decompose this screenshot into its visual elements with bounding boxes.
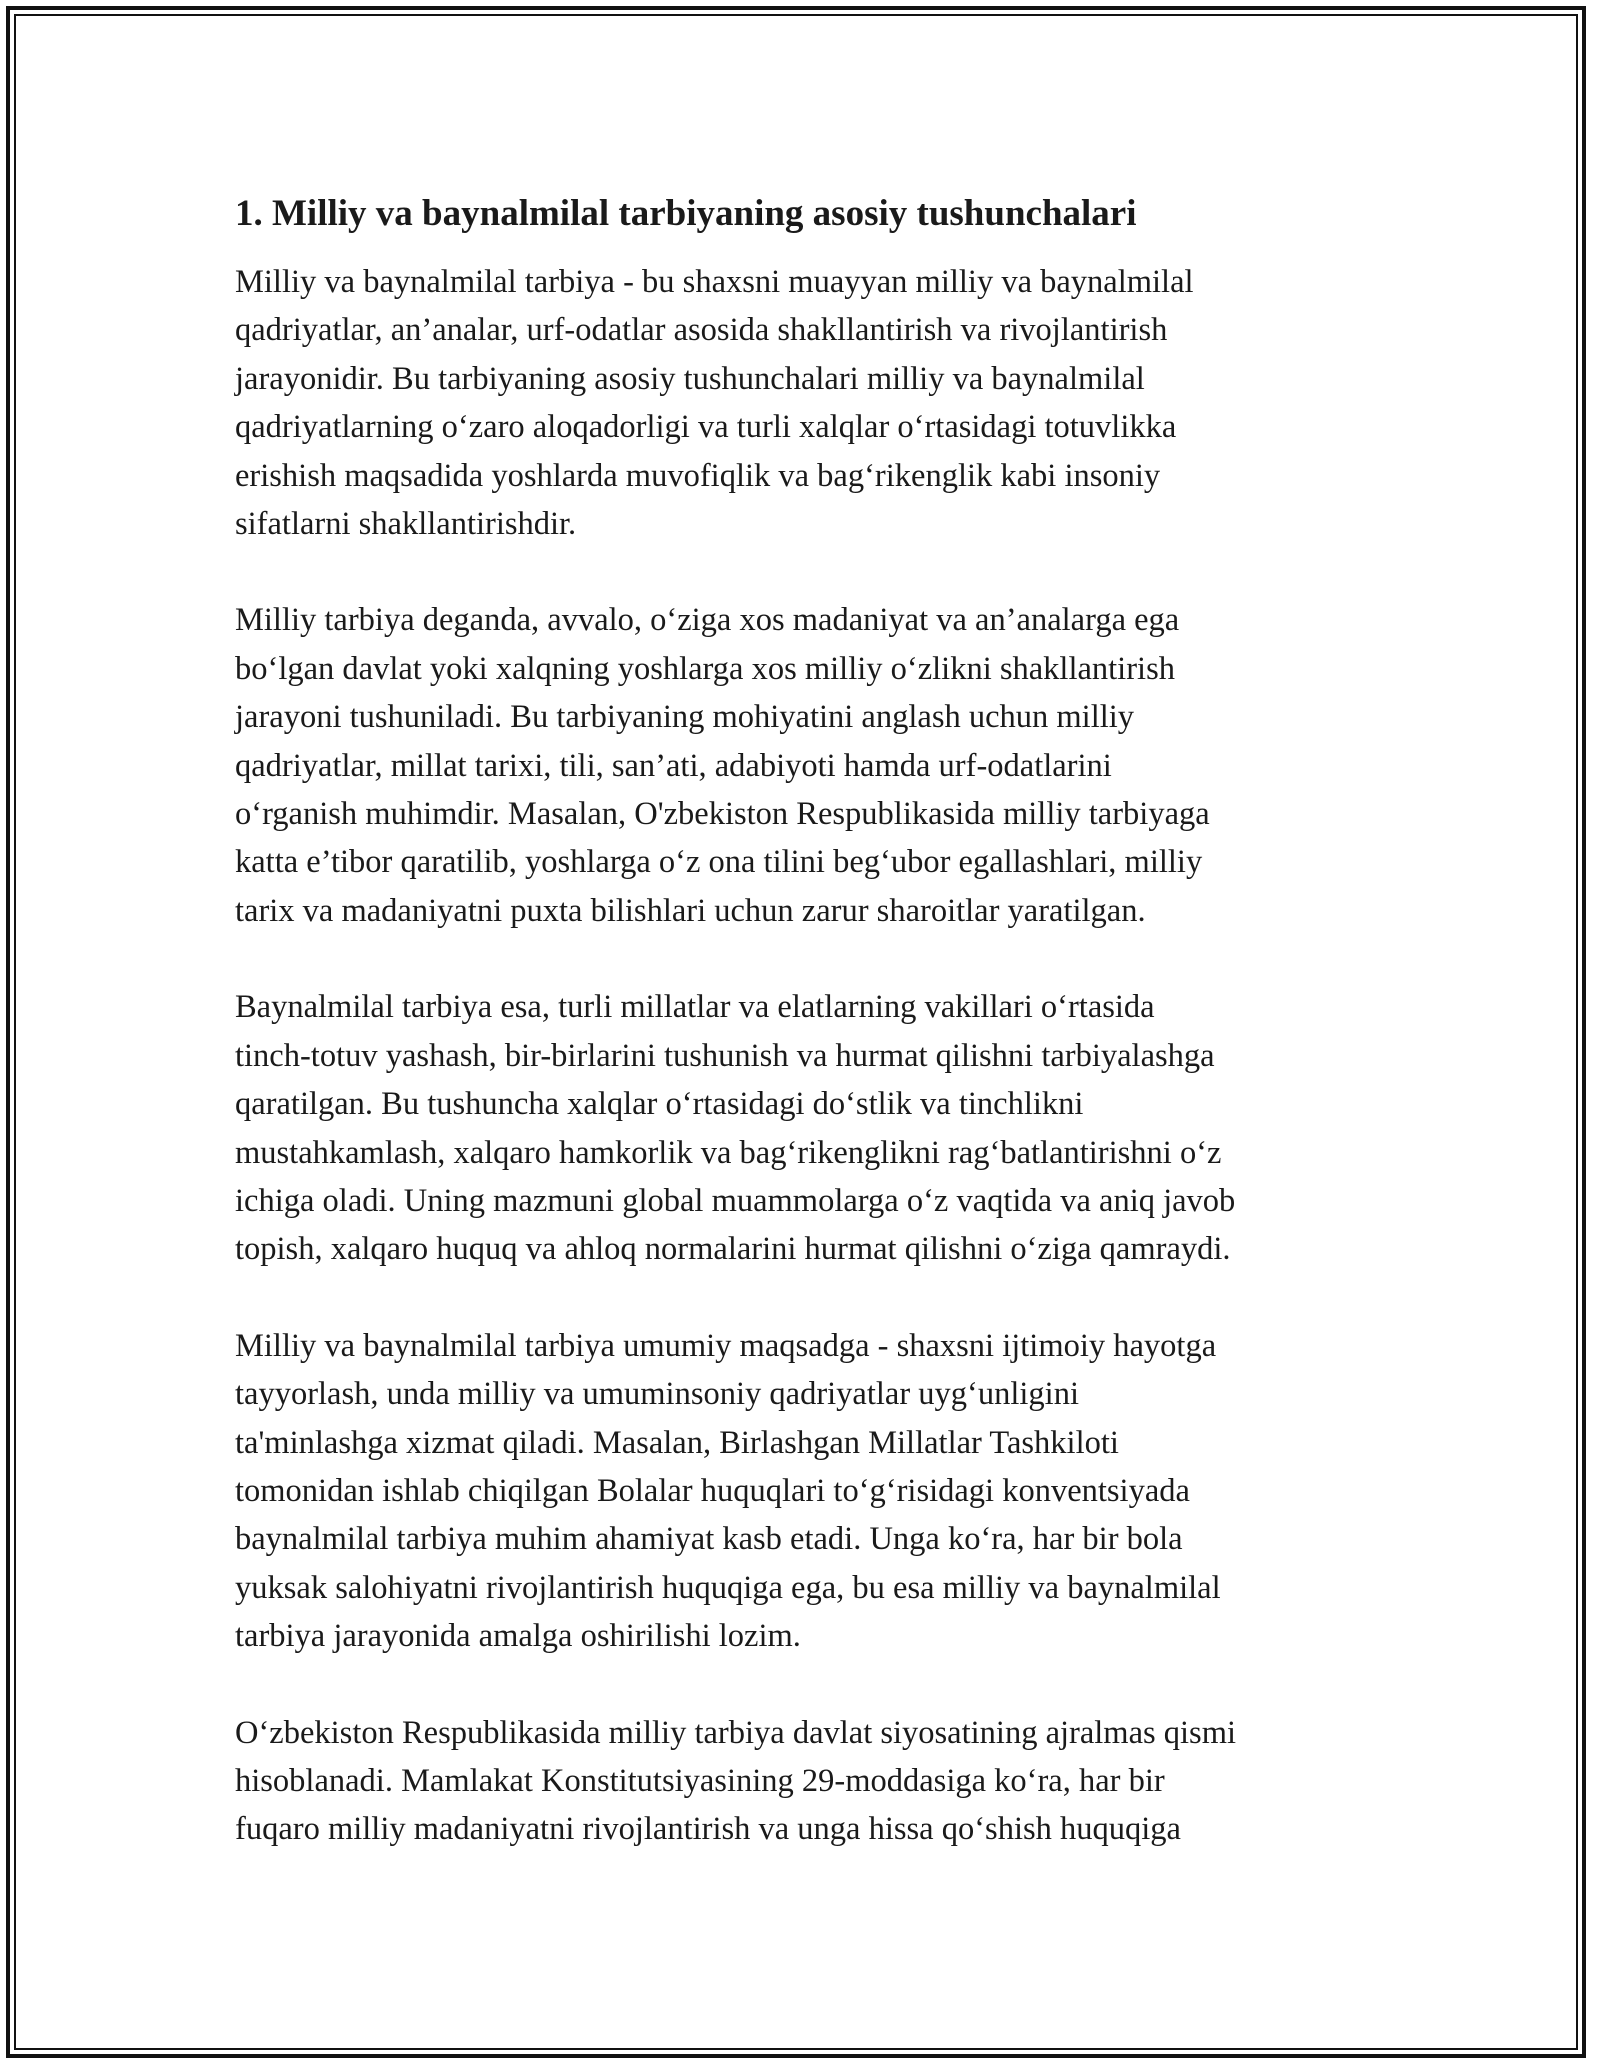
paragraph-line: yuksak salohiyatni rivojlantirish huquqiga ega, bu esa milliy va baynalmilal [235, 1569, 1221, 1606]
paragraph-line: mustahkamlash, xalqaro hamkorlik va bag‘rikenglikni rag‘batlantirishni o‘z [235, 1134, 1222, 1171]
paragraph-line: fuqaro milliy madaniyatni rivojlantirish va unga hissa qo‘shish huquqiga [235, 1811, 1181, 1848]
paragraph-line: jarayoni tushuniladi. Bu tarbiyaning mohiyatini anglash uchun milliy [235, 699, 1135, 736]
paragraph-line: erishish maqsadida yoshlarda muvofiqlik va bag‘rikenglik kabi insoniy [235, 457, 1161, 494]
paragraph-line: o‘rganish muhimdir. Masalan, O'zbekiston Respublikasida milliy tarbiyaga [235, 796, 1210, 833]
document-body [235, 188, 1395, 1854]
paragraph-line: tarbiya jarayonida amalga oshirilishi lozim. [235, 1618, 801, 1655]
paragraph [235, 983, 1395, 1273]
section-heading: 1. Milliy va baynalmilal tarbiyaning asosiy tushunchalari [235, 193, 1137, 234]
paragraph-line: Milliy va baynalmilal tarbiya umumiy maqsadga - shaxsni ijtimoiy hayotga [235, 1327, 1217, 1364]
paragraph-line: qaratilgan. Bu tushuncha xalqlar o‘rtasidagi do‘stlik va tinchlikni [235, 1086, 1084, 1123]
paragraph [235, 596, 1395, 935]
paragraph-line: topish, xalqaro huquq va ahloq normalarini hurmat qilishni o‘ziga qamraydi. [235, 1231, 1231, 1268]
paragraph-line: ta'minlashga xizmat qiladi. Masalan, Birlashgan Millatlar Tashkiloti [235, 1424, 1119, 1461]
paragraph-line: baynalmilal tarbiya muhim ahamiyat kasb etadi. Unga ko‘ra, har bir bola [235, 1521, 1183, 1558]
paragraph-line: qadriyatlar, millat tarixi, tili, san’ati, adabiyoti hamda urf-odatlarini [235, 747, 1112, 784]
paragraph-line: Milliy tarbiya deganda, avvalo, o‘ziga xos madaniyat va an’analarga ega [235, 602, 1180, 639]
paragraph [235, 1709, 1395, 1854]
paragraph-line: ichiga oladi. Uning mazmuni global muammolarga o‘z vaqtida va aniq javob [235, 1182, 1236, 1219]
paragraph-line: tarix va madaniyatni puxta bilishlari uchun zarur sharoitlar yaratilgan. [235, 892, 1146, 929]
paragraph-line: qadriyatlarning o‘zaro aloqadorligi va turli xalqlar o‘rtasidagi totuvlikka [235, 409, 1177, 446]
paragraph-list [235, 258, 1395, 1854]
paragraph-line: tomonidan ishlab chiqilgan Bolalar huquqlari to‘g‘risidagi konventsiyada [235, 1472, 1190, 1509]
paragraph [235, 258, 1395, 548]
paragraph-line: Milliy va baynalmilal tarbiya - bu shaxsni muayyan milliy va baynalmilal [235, 264, 1194, 300]
paragraph-line: tayyorlash, unda milliy va umuminsoniy qadriyatlar uyg‘unligini [235, 1376, 1079, 1413]
paragraph [235, 1322, 1395, 1661]
paragraph-line: Baynalmilal tarbiya esa, turli millatlar va elatlarning vakillari o‘rtasida [235, 989, 1155, 1026]
paragraph-line: jarayonidir. Bu tarbiyaning asosiy tushunchalari milliy va baynalmilal [235, 360, 1145, 397]
paragraph-line: sifatlarni shakllantirishdir. [235, 506, 577, 543]
paragraph-line: tinch-totuv yashash, bir-birlarini tushunish va hurmat qilishni tarbiyalashga [235, 1037, 1215, 1074]
paragraph-line: hisoblanadi. Mamlakat Konstitutsiyasining 29-moddasiga ko‘ra, har bir [235, 1762, 1165, 1799]
paragraph-line: O‘zbekiston Respublikasida milliy tarbiya davlat siyosatining ajralmas qismi [235, 1714, 1237, 1751]
paragraph-line: katta e’tibor qaratilib, yoshlarga o‘z ona tilini beg‘ubor egallashlari, milliy [235, 844, 1203, 881]
paragraph-line: qadriyatlar, an’analar, urf-odatlar asosida shakllantirish va rivojlantirish [235, 312, 1168, 349]
paragraph-line: bo‘lgan davlat yoki xalqning yoshlarga xos milliy o‘zlikni shakllantirish [235, 650, 1175, 687]
